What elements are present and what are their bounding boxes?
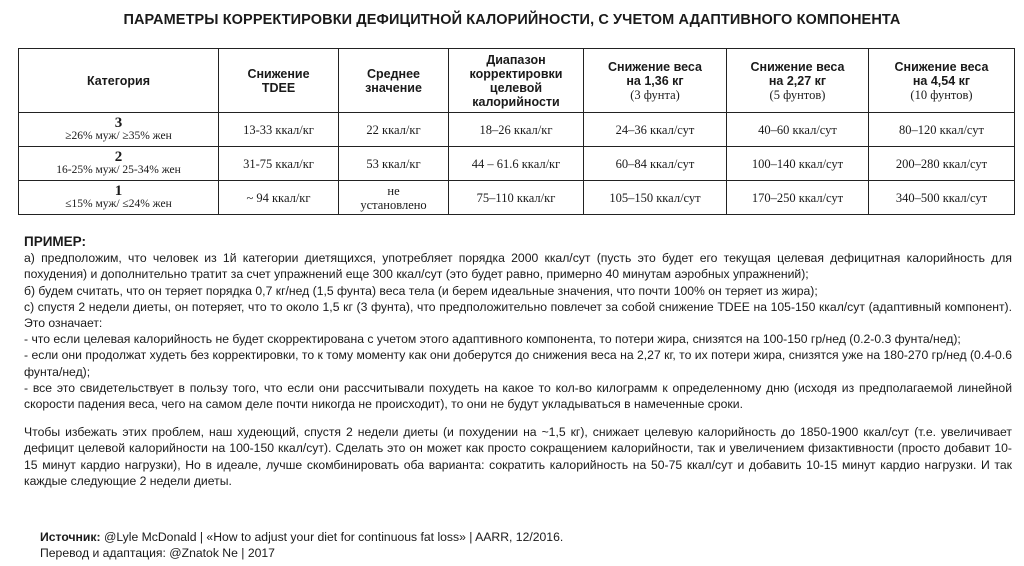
average-cell: не установлено: [339, 181, 449, 215]
category-cell: 2 16-25% муж/ 25-34% жен: [19, 147, 219, 181]
header-loss-3: Снижение веса на 4,54 кг (10 фунтов): [869, 49, 1015, 113]
range-cell: 44 – 61.6 ккал/кг: [449, 147, 584, 181]
example-section: [24, 234, 1012, 489]
example-heading: ПРИМЕР:: [24, 234, 86, 249]
loss-1-cell: 24–36 ккал/сут: [584, 113, 727, 147]
source-label: Источник:: [40, 530, 101, 544]
loss-3-cell: 80–120 ккал/сут: [869, 113, 1015, 147]
range-cell: 18–26 ккал/кг: [449, 113, 584, 147]
category-cell: 1 ≤15% муж/ ≤24% жен: [19, 181, 219, 215]
loss-1-cell: 105–150 ккал/сут: [584, 181, 727, 215]
source-text: @Lyle McDonald | «How to adjust your diet for continuous fat loss» | AARR, 12/2016.: [100, 530, 564, 544]
example-paragraph-b: б) будем считать, что он теряет порядка 0,7 кг/нед (1,5 фунта) веса тела (и берем идеальные значения, что почти 100% он теряет из жира);: [24, 283, 818, 298]
tdee-cell: 13-33 ккал/кг: [219, 113, 339, 147]
source-block: [40, 529, 940, 561]
loss-2-cell: 40–60 ккал/сут: [727, 113, 869, 147]
table-row: [19, 147, 1015, 181]
example-bullet-2: - если они продолжат худеть без корректировки, то к тому моменту как они доберутся до снижения веса на 2,27 кг, то их потери жира, снизятся уже на 180-270 гр/нед (0.4-0.6 фунта/нед);: [24, 348, 1012, 379]
example-paragraph-a: а) предположим, что человек из 1й категории диетящихся, употребляет порядка 2000 ккал/сут (пусть это будет его текущая целевая дефицитная калорийность для похудения) и дополнительно тратит за счет упражнений еще 300 ккал/сут (это будет равно, примерно 40 минутам аэробных упражнений);: [24, 251, 1012, 282]
example-paragraph-c: с) спустя 2 недели диеты, он потеряет, что то около 1,5 кг (3 фунта), что предположительно повлечет за собой снижение TDEE на 105-150 ккал/сут (адаптивный компонент). Это означает:: [24, 299, 1012, 331]
loss-1-cell: 60–84 ккал/сут: [584, 147, 727, 181]
header-range: Диапазон корректировки целевой калорийности: [449, 49, 584, 113]
header-tdee: Снижение TDEE: [219, 49, 339, 113]
tdee-cell: 31-75 ккал/кг: [219, 147, 339, 181]
average-cell: 53 ккал/кг: [339, 147, 449, 181]
table-row: [19, 113, 1015, 147]
source-line: [40, 529, 940, 545]
average-cell: 22 ккал/кг: [339, 113, 449, 147]
header-average: Среднее значение: [339, 49, 449, 113]
range-cell: 75–110 ккал/кг: [449, 181, 584, 215]
page-title: ПАРАМЕТРЫ КОРРЕКТИРОВКИ ДЕФИЦИТНОЙ КАЛОРИЙНОСТИ, С УЧЕТОМ АДАПТИВНОГО КОМПОНЕНТА: [123, 12, 901, 28]
header-category: Категория: [19, 49, 219, 113]
example-bullet-3: - все это свидетельствует в пользу того, что если они рассчитывали похудеть на какое то кол-во килограмм к определенному дню (исходя из предполагаемой линейной скорости падения веса, чего на самом деле почти никогда не происходит), то они не будут укладываться в намеченные сроки.: [24, 380, 1012, 412]
loss-2-cell: 100–140 ккал/сут: [727, 147, 869, 181]
loss-3-cell: 200–280 ккал/сут: [869, 147, 1015, 181]
loss-3-cell: 340–500 ккал/сут: [869, 181, 1015, 215]
table-header-row: [19, 49, 1015, 113]
example-bullet-1: - что если целевая калорийность не будет скорректирована с учетом этого адаптивного компонента, то потери жира, снизятся на 100-150 гр/нед (0.2-0.3 фунта/нед);: [24, 332, 961, 347]
loss-2-cell: 170–250 ккал/сут: [727, 181, 869, 215]
category-cell: 3 ≥26% муж/ ≥35% жен: [19, 113, 219, 147]
table-row: [19, 181, 1015, 215]
parameters-table: [18, 48, 1015, 215]
header-loss-1: Снижение веса на 1,36 кг (3 фунта): [584, 49, 727, 113]
example-conclusion: Чтобы избежать этих проблем, наш худеющий, спустя 2 недели диеты (и похудении на ~1,5 кг), снижает целевую калорийность до 1850-1900 ккал/сут (т.е. увеличивает дефицит целевой калорийности на 100-150 ккал/сут). Сделать это он может как просто сокращением калорийности, так и увеличением физактивности (просто добавит 10-15 минут кардио нагрузки), Но в идеале, лучше скомбинировать оба варианта: сократить калорийность на 50-75 ккал/сут и добавить 10-15 минут кардио нагрузки. И так каждые следующие 2 недели диеты.: [24, 425, 1012, 488]
header-loss-2: Снижение веса на 2,27 кг (5 фунтов): [727, 49, 869, 113]
tdee-cell: ~ 94 ккал/кг: [219, 181, 339, 215]
translation-line: Перевод и адаптация: @Znatok Ne | 2017: [40, 546, 275, 560]
